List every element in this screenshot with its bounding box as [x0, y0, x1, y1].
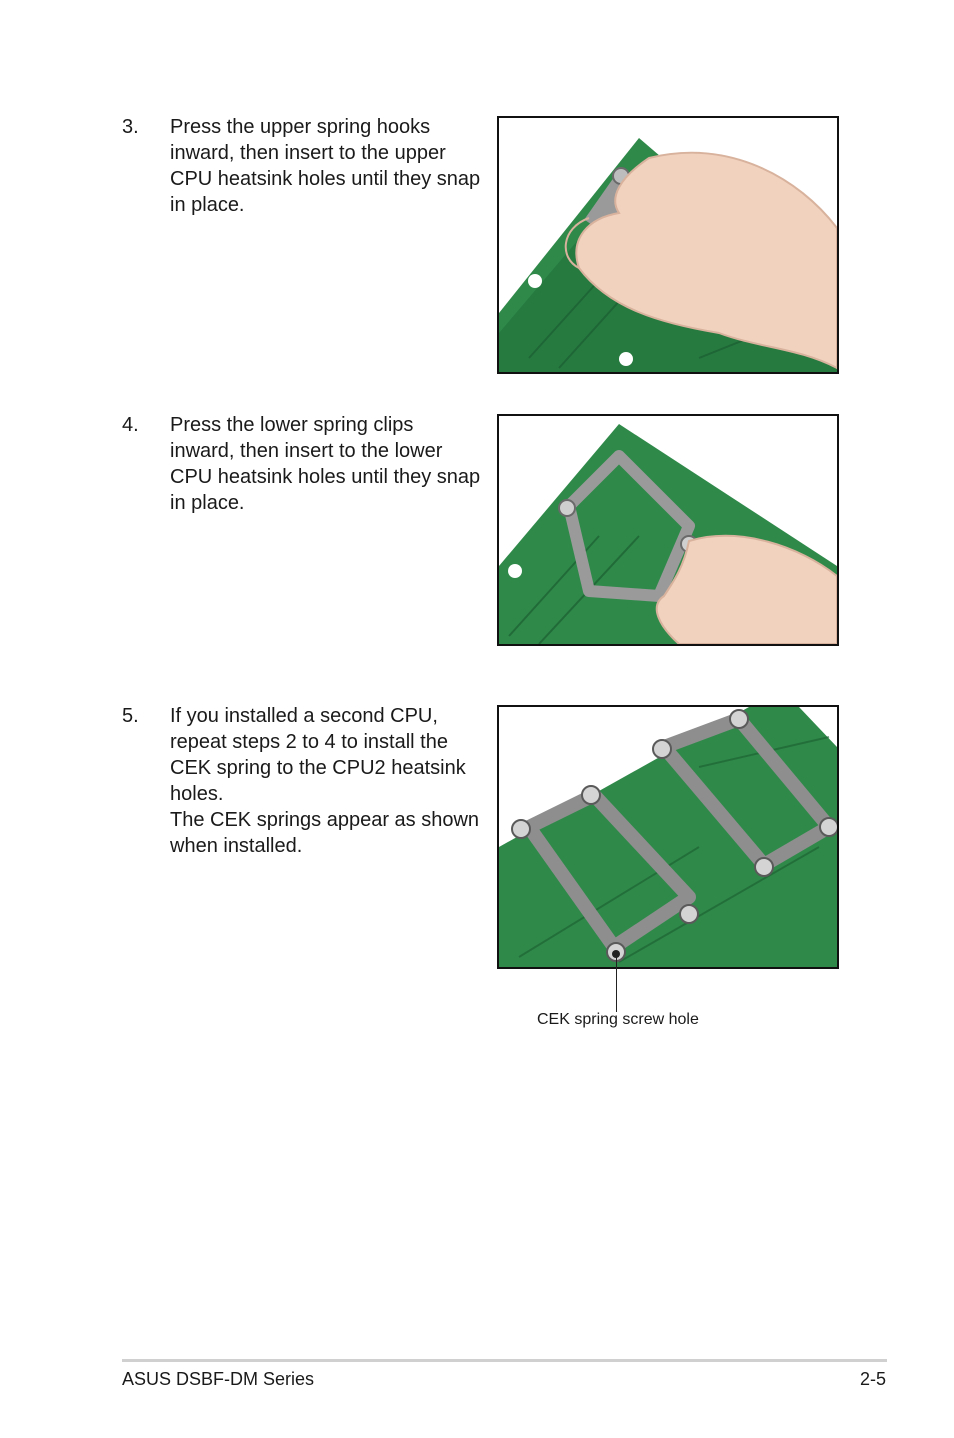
- footer-divider: [122, 1359, 887, 1362]
- callout-leader-line: [616, 952, 617, 1012]
- step-text: [170, 412, 482, 516]
- step-text: [170, 114, 482, 218]
- step-number: 3.: [122, 116, 139, 138]
- step-paragraph: Press the lower spring clips inward, then insert to the lower CPU heatsink holes until they snap in place.: [170, 414, 481, 514]
- step-number: 4.: [122, 414, 139, 436]
- step-paragraph: The CEK springs appear as shown when installed.: [170, 809, 480, 857]
- footer-product: ASUS DSBF-DM Series: [122, 1369, 315, 1389]
- footer-page-number: 2-5: [859, 1369, 886, 1389]
- step-text: [170, 703, 482, 859]
- step-paragraph: Press the upper spring hooks inward, then insert to the upper CPU heatsink holes until they snap in place.: [170, 116, 481, 216]
- figure-caption: CEK spring screw hole: [537, 1011, 699, 1028]
- photo-lower-spring-clips: [497, 414, 839, 646]
- step-number: 5.: [122, 705, 139, 727]
- step-paragraph: If you installed a second CPU, repeat steps 2 to 4 to install the CEK spring to the CPU2 heatsink holes.: [170, 705, 466, 805]
- photo-installed-cek-springs: [497, 705, 839, 969]
- photo-upper-spring-hooks: [497, 116, 839, 374]
